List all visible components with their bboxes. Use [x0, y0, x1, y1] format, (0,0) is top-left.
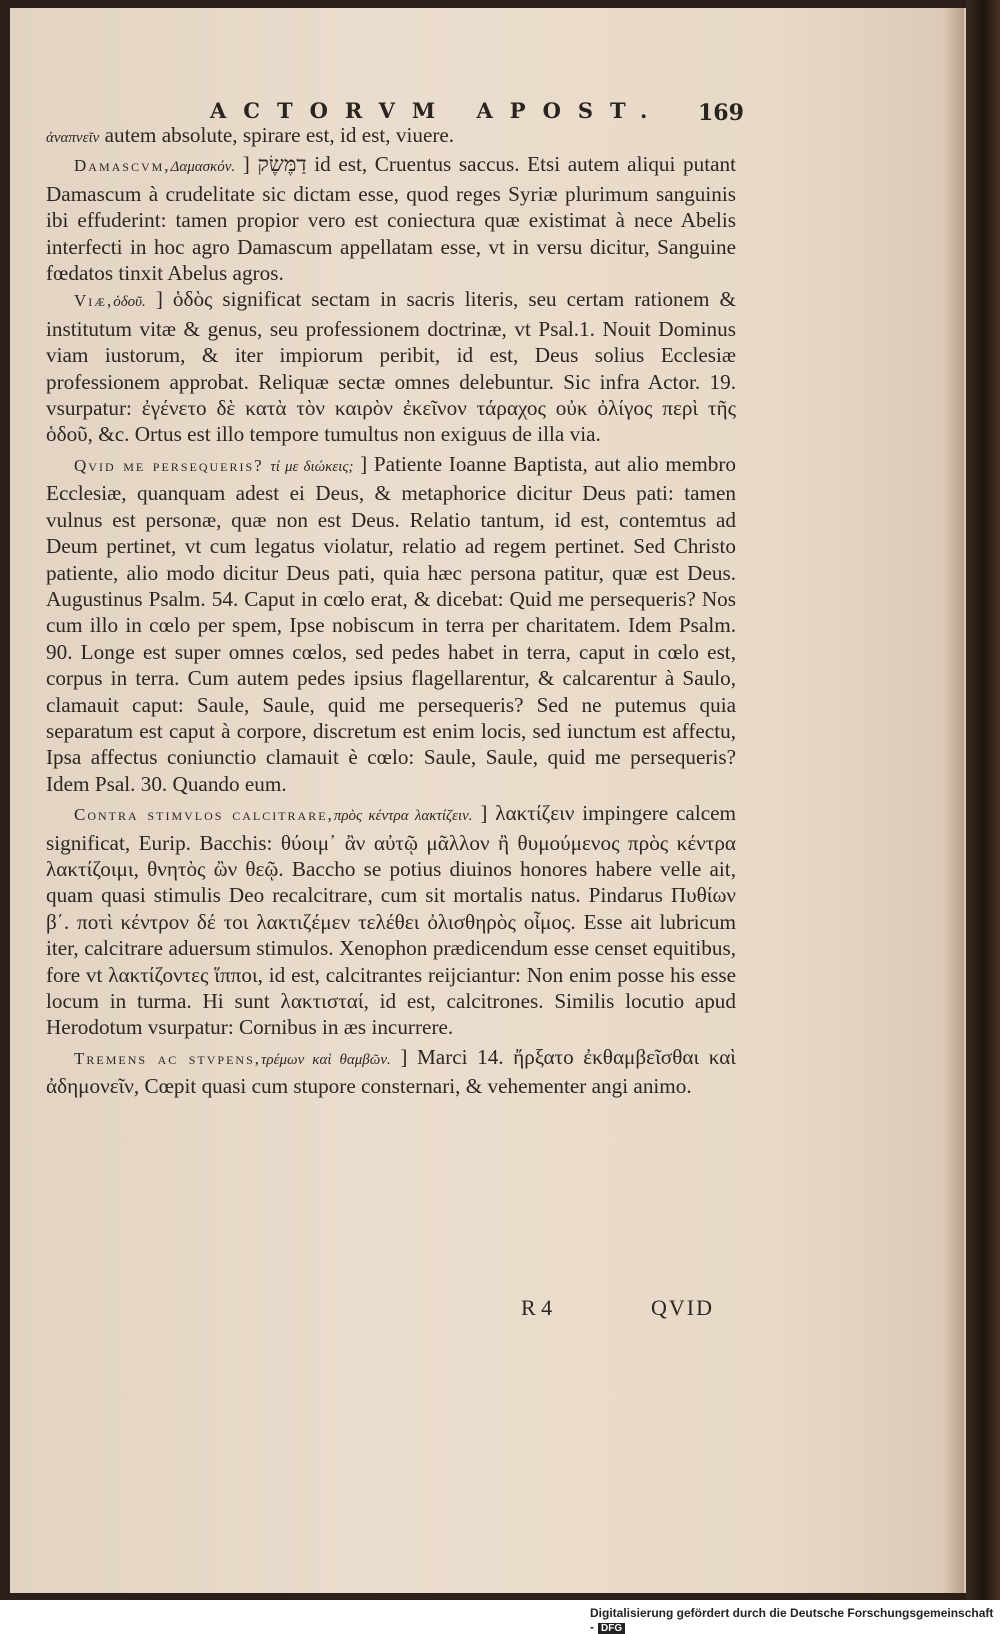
- greek-term: ὁδοῦ.: [113, 294, 146, 311]
- digitization-credit: [590, 1606, 1000, 1634]
- paragraph-text: autem absolute, spirare est, id est, viuere.: [99, 123, 455, 147]
- paragraph-damascum: [46, 151, 736, 286]
- page-body: [46, 122, 736, 1100]
- credit-text: Digitalisierung gefördert durch die Deutsche Forschungsgemeinschaft -: [590, 1606, 994, 1634]
- running-head: ACTORVM APOST.: [210, 98, 665, 123]
- paragraph-viae: [46, 286, 736, 447]
- lemma: Viæ,: [74, 291, 114, 311]
- paragraph-tremens: [46, 1044, 736, 1100]
- lemma: Qvid me persequeris?: [74, 455, 264, 475]
- paragraph-0: [46, 122, 736, 151]
- paragraph-text: ] דַמֶּשֶׂק id est, Cruentus saccus. Etsi autem aliqui putant Damascum à crudelitate sic dictam esse, quod reges Syriæ plurimum sanguinis ibi effuderint: tamen propior vero est coniectura quæ existimat à nece Abelis interfecti in hoc agro Damascum appellatam esse, vt in versu dicitur, Sanguine fœdatos tinxit Abelus agros.: [46, 152, 737, 286]
- lemma: Damascvm,: [74, 156, 171, 176]
- greek-term: πρὸς κέντρα λακτίζειν.: [333, 808, 473, 825]
- paragraph-text: ] λακτίζειν impingere calcem significat, Eurip. Bacchis: θύοιμ᾽ ἂν αὐτῷ μᾶλλον ἢ θυμούμενος πρὸς κέντρα λακτίζοιμι, θνητὸς ὢν θεῷ. Baccho se potius diuinos honores habere velle ait, quam quasi stimulis Deo recalcitrare, cum sit mortalis natus. Pindarus Πυθίων β΄. ποτὶ κέντρον δέ τοι λακτιζέμεν τελέθει ὀλισθηρὸς οἶμος. Esse ait lubricum iter, calcitrare aduersum stimulos. Xenophon prædicendum esse censet equitibus, fore vt λακτίζοντες ἵπποι, id est, calcitrantes reijciantur: Non enim posse his esse locum in turma. Hi sunt λακτισταί, id est, calcitrones. Similis locutio apud Herodotum vsurpatur: Cornibus in æs incurrere.: [46, 801, 736, 1040]
- lemma: Contra stimvlos calcitrare,: [74, 805, 334, 825]
- greek-term: τρέμων καὶ θαμβῶν.: [261, 1051, 391, 1068]
- page-edge: [944, 8, 964, 1593]
- paragraph-contra-stimulos: [46, 800, 736, 1041]
- paragraph-quid-me: [46, 451, 736, 797]
- catchword: QVID: [651, 1295, 714, 1320]
- signature-mark: R 4: [521, 1295, 553, 1320]
- paragraph-text: ] Marci 14. ἤρξατο ἐκθαμβεῖσθαι καὶ ἀδημονεῖν, Cœpit quasi cum stupore consternari, & vehementer angi animo.: [46, 1044, 736, 1099]
- page-number: 169: [698, 100, 744, 126]
- greek-term: τί με διώκεις;: [270, 458, 354, 475]
- greek-term: Δαμασκόν.: [170, 159, 236, 176]
- paragraph-text: ] ὁδὸς significat sectam in sacris literis, seu certam rationem & institutum vitæ & genus, seu professionem doctrinæ, vt Psal.1. Nouit Dominus viam iustorum, & iter impiorum peribit, id est, Deus solius Ecclesiæ professionem approbat. Reliquæ sectæ omnes delebuntur. Sic infra Actor. 19. vsurpatur: ἐγένετο δὲ κατὰ τὸν καιρὸν ἐκεῖνον τάραχος οὐκ ὀλίγος περὶ τῆς ὁδοῦ, &c. Ortus est illo tempore tumultus non exiguus de illa via.: [46, 287, 736, 447]
- lemma: Tremens ac stvpens,: [74, 1048, 262, 1068]
- book-spine: [966, 0, 1000, 1600]
- paragraph-text: ] Patiente Ioanne Baptista, aut alio membro Ecclesiæ, quanquam adest ei Deus, & metaphorice dicitur Deus pati: tamen vulnus est personæ, quæ non est Deus. Relatio tantum, id est, contemtus ad Deum pertinet, vt cum legatus violatur, relatio ad regem pertinet. Sed Christo patiente, alio modo dicitur Deus pati, quia hæc persona patitur, quæ est Deus. Augustinus Psalm. 54. Caput in cœlo erat, & dicebat: Quid me persequeris? Nos cum illo in cœlo per spem, Ipse nobiscum in terra per charitatem. Idem Psalm. 90. Longe est super omnes cœlos, sed pedes habet in terra, caput in cœlo est, corpus in terra. Cum autem pedes ipsius flagellarentur, & calcarentur à Saulo, clamauit caput: Saule, Saule, quid me persequeris? Sed ne putemus quia separatum est caput à corpore, discretum est enim locis, sed iunctum est affectu, Ipsa affectus coniunctio clamauit è cœlo: Saule, Saule, quid me persequeris? Idem Psal. 30. Quando eum.: [46, 451, 737, 796]
- dfg-logo-icon: DFG: [598, 1623, 625, 1634]
- greek-term: ἀναπνεῖν: [46, 130, 100, 146]
